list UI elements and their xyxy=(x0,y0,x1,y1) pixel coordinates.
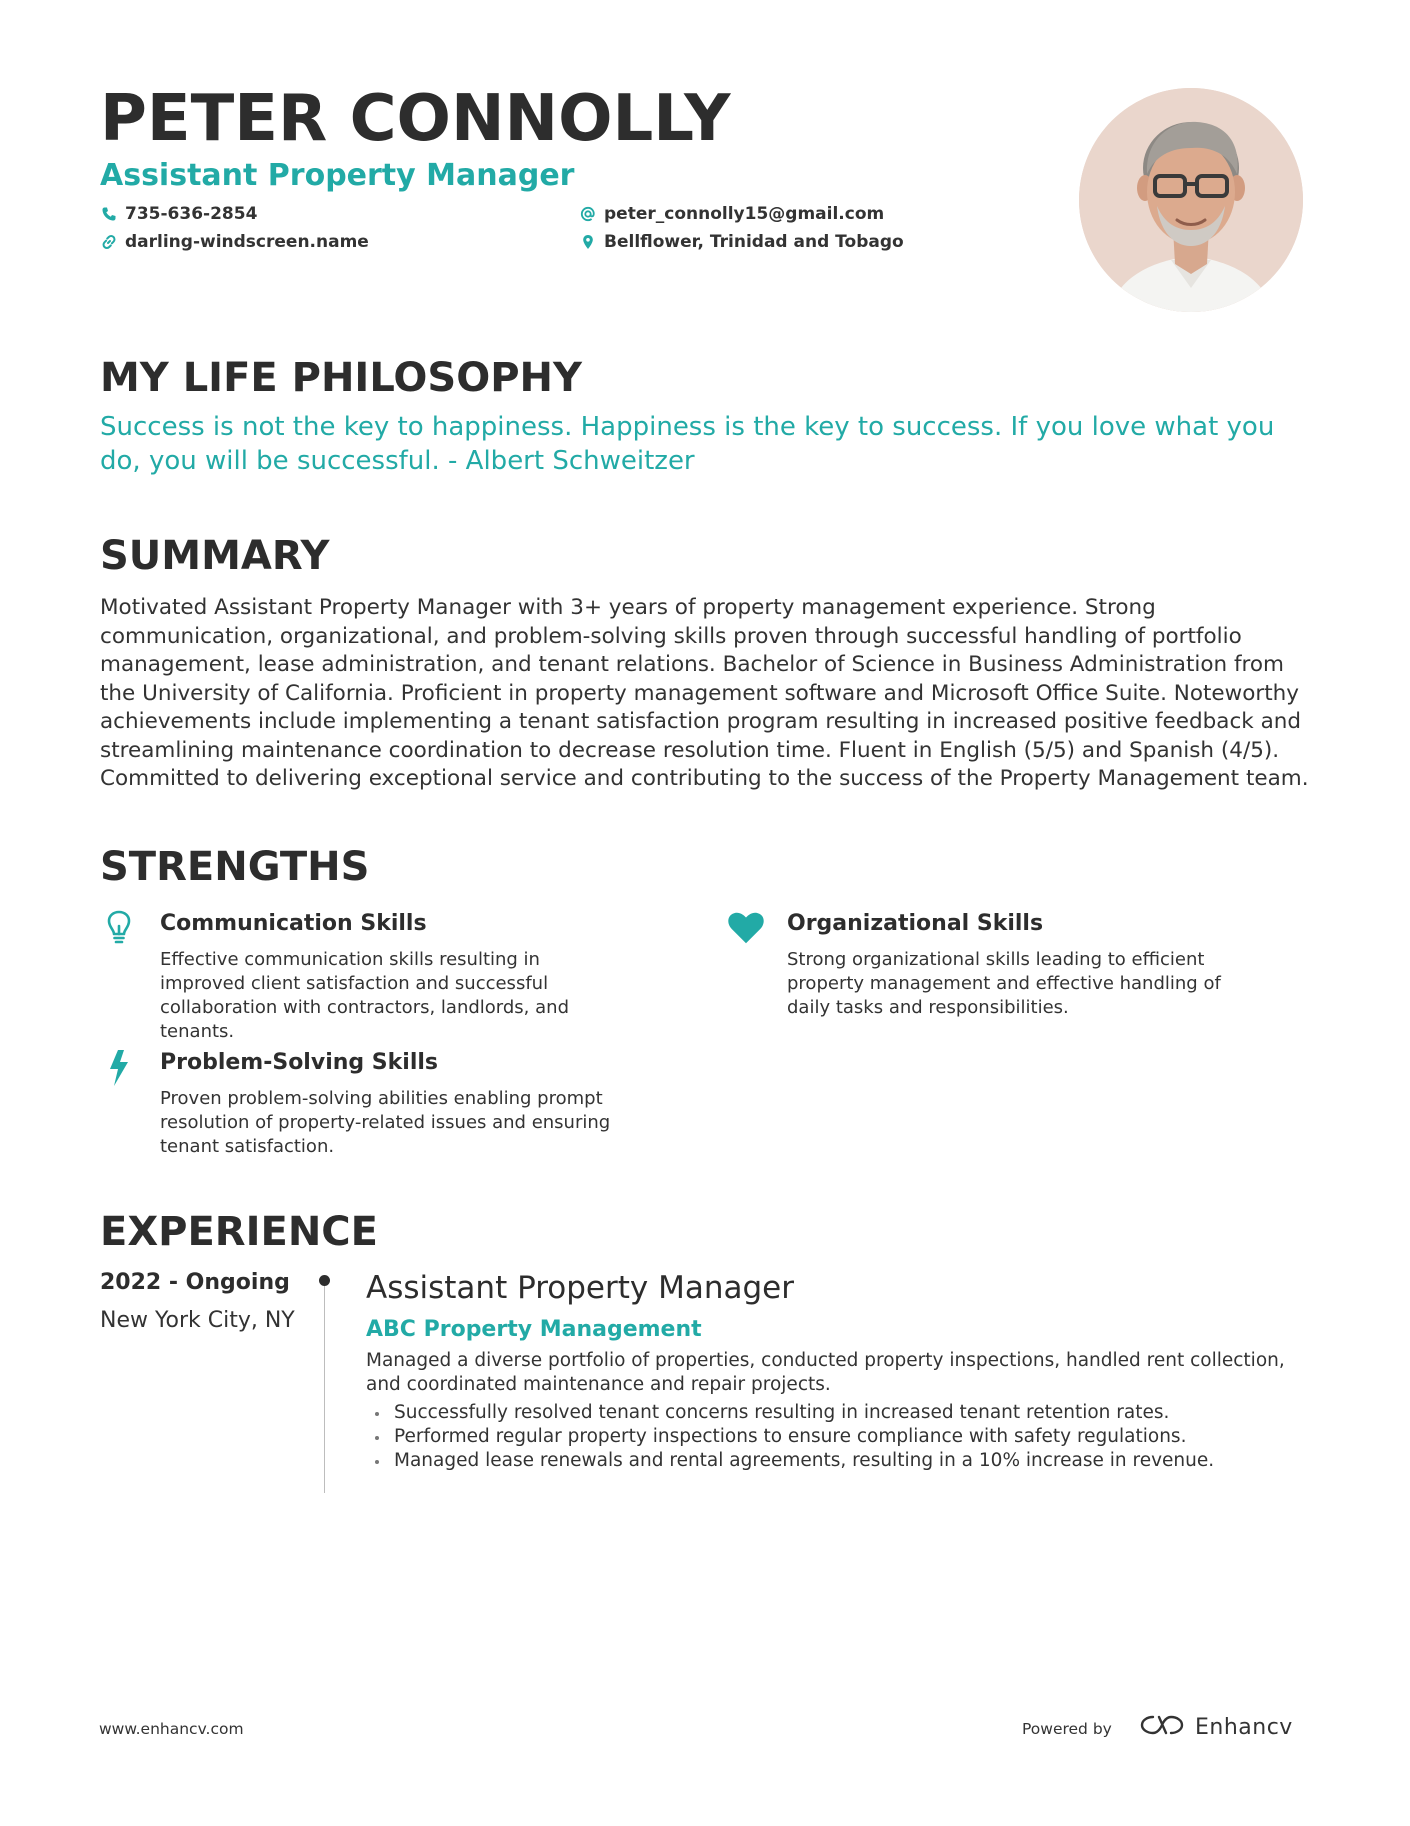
contact-phone xyxy=(101,203,257,225)
section-title-experience: EXPERIENCE xyxy=(100,1209,378,1255)
section-title-philosophy: MY LIFE PHILOSOPHY xyxy=(100,355,582,401)
candidate-name: PETER CONNOLLY xyxy=(100,82,731,156)
strength-title: Communication Skills xyxy=(160,911,427,936)
philosophy-quote: Success is not the key to happiness. Happiness is the key to success. If you love what you do, you will be successful. - Albert Schweitzer xyxy=(100,412,1275,476)
contact-email-text[interactable]: peter_connolly15@gmail.com xyxy=(604,204,885,224)
contact-phone-text: 735-636-2854 xyxy=(125,204,258,224)
experience-dates: 2022 - Ongoing xyxy=(100,1270,290,1295)
contact-website[interactable] xyxy=(101,231,369,253)
contact-location-text: Bellflower, Trinidad and Tobago xyxy=(604,232,904,252)
contact-email[interactable] xyxy=(580,203,884,225)
timeline-line xyxy=(324,1283,325,1493)
contact-website-text[interactable]: darling-windscreen.name xyxy=(125,232,369,252)
section-title-strengths: STRENGTHS xyxy=(100,844,370,890)
enhancv-brand-text: Enhancv xyxy=(1195,1715,1293,1740)
section-title-summary: SUMMARY xyxy=(100,533,330,579)
strength-title: Problem-Solving Skills xyxy=(160,1050,438,1075)
contact-location xyxy=(580,231,904,253)
timeline-dot xyxy=(319,1275,330,1286)
footer-powered-by: Powered by xyxy=(1022,1720,1112,1738)
footer-url[interactable]: www.enhancv.com xyxy=(99,1720,244,1738)
experience-bullet: Successfully resolved tenant concerns resulting in increased tenant retention rates. xyxy=(366,1401,1326,1425)
heart-icon xyxy=(727,910,765,948)
enhancv-logo-icon xyxy=(1139,1712,1185,1743)
strength-description: Strong organizational skills leading to efficient property management and effective handling of daily tasks and responsibilities. xyxy=(787,949,1221,1018)
candidate-role: Assistant Property Manager xyxy=(100,158,575,193)
strength-title: Organizational Skills xyxy=(787,911,1044,936)
experience-location: New York City, NY xyxy=(100,1308,295,1333)
experience-bullet: Managed lease renewals and rental agreements, resulting in a 10% increase in revenue. xyxy=(366,1449,1326,1473)
link-icon xyxy=(101,234,117,250)
at-sign-icon xyxy=(580,206,596,222)
strength-description: Proven problem-solving abilities enabling prompt resolution of property-related issues and ensuring tenant satisfaction. xyxy=(160,1088,611,1157)
experience-description: Managed a diverse portfolio of properties, conducted property inspections, handled rent collection, and coordinated maintenance and repair projects. xyxy=(366,1350,1285,1395)
location-pin-icon xyxy=(580,234,596,250)
lightbulb-icon xyxy=(100,910,138,948)
profile-photo xyxy=(1079,88,1303,312)
experience-title: Assistant Property Manager xyxy=(366,1270,794,1306)
lightning-bolt-icon xyxy=(100,1049,138,1087)
experience-bullets xyxy=(366,1401,1326,1473)
experience-company: ABC Property Management xyxy=(366,1317,702,1342)
strength-description: Effective communication skills resulting in improved client satisfaction and successful collaboration with contractors, landlords, and tenants. xyxy=(160,949,569,1042)
phone-icon xyxy=(101,206,117,222)
summary-text: Motivated Assistant Property Manager with 3+ years of property management experience. Strong communication, organizational, and problem-solving skills proven through successful handling of portfolio management, lease administration, and tenant relations. Bachelor of Science in Business Administration from the University of California. Proficient in property management software and Microsoft Office Suite. Noteworthy achievements include implementing a tenant satisfaction program resulting in increased positive feedback and streamlining maintenance coordination to decrease resolution time. Fluent in English (5/5) and Spanish (4/5). Committed to delivering exceptional service and contributing to the success of the Property Management team. xyxy=(100,595,1309,791)
experience-bullet: Performed regular property inspections to ensure compliance with safety regulations. xyxy=(366,1425,1326,1449)
enhancv-logo[interactable] xyxy=(1139,1712,1293,1743)
